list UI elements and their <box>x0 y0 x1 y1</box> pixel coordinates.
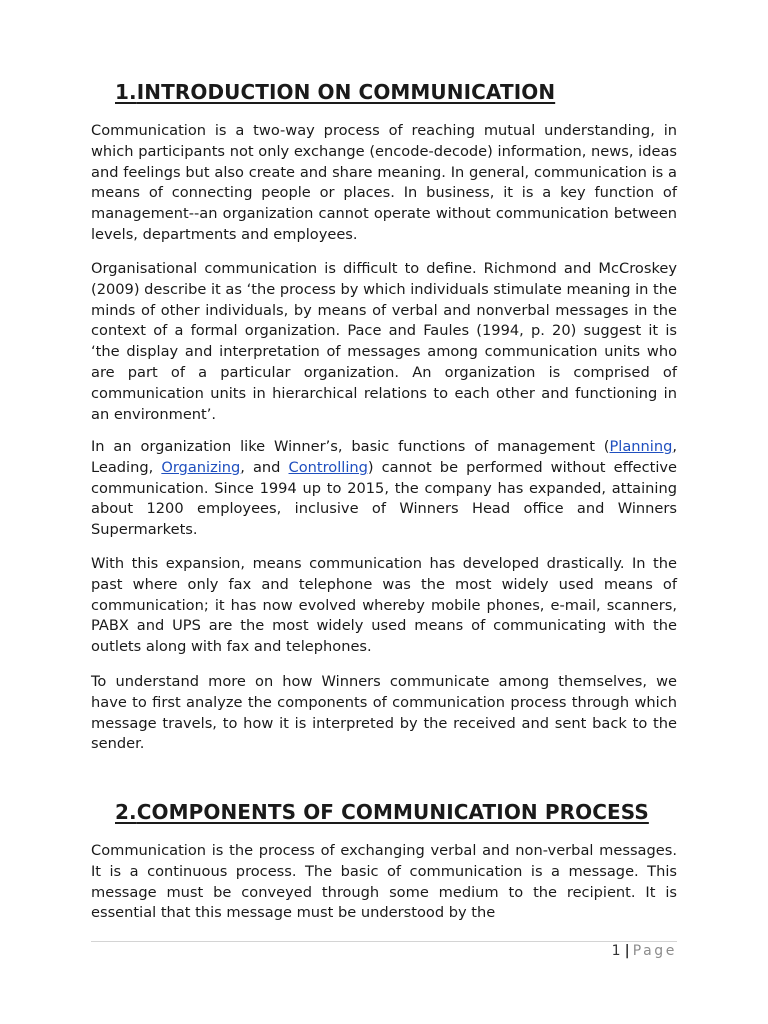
text-span: , and <box>240 458 289 476</box>
page-label: Page <box>632 943 677 959</box>
text-span: ) cannot be performed without effective communication. Since 1994 up to 2015, the company has expanded, attaining about 1200 employees, inclusive of Winners Head office and Winners Supermarkets. <box>91 458 678 539</box>
controlling-link[interactable]: Controlling <box>288 458 368 476</box>
paragraph: To understand more on how Winners communicate among themselves, we have to first analyze the components of communication process through which message travels, to how it is interpreted by the received and sent back to the sender. <box>91 673 677 753</box>
paragraph-with-links <box>91 437 677 541</box>
page-footer <box>612 943 677 959</box>
paragraph: Organisational communication is difficult to define. Richmond and McCroskey (2009) describe it as ‘the process by which individuals stimulate meaning in the minds of other individuals, by means of verbal and nonverbal messages in the context of a formal organization. Pace and Faules (1994, p. 20) suggest it is ‘the display and interpretation of messages among communication units who are part of a particular organization. An organization is comprised of communication units in hierarchical relations to each other and functioning in an environment’. <box>91 260 677 423</box>
paragraph: Communication is a two-way process of reaching mutual understanding, in which participants not only exchange (encode-decode) information, news, ideas and feelings but also create and share meaning. In general, communication is a means of connecting people or places. In business, it is a key function of management--an organization cannot operate without communication between levels, departments and employees. <box>91 122 677 243</box>
section-number: 2. <box>115 800 137 824</box>
page-number: 1 <box>611 943 621 959</box>
paragraph: With this expansion, means communication has developed drastically. In the past where only fax and telephone was the most widely used means of communication; it has now evolved whereby mobile phones, e-mail, scanners, PABX and UPS are the most widely used means of communicating with the outlets along with fax and telephones. <box>91 555 677 656</box>
text-span: In an organization like Winner’s, basic functions of management ( <box>91 438 610 455</box>
paragraph: Communication is the process of exchanging verbal and non-verbal messages. It is a continuous process. The basic of communication is a message. This message must be conveyed through some medium to the recipient. It is essential that this message must be understood by the <box>91 842 677 922</box>
text-span: , Leading, <box>91 438 677 476</box>
section-heading-introduction <box>115 80 555 104</box>
section-number: 1. <box>115 80 137 104</box>
section-title: COMPONENTS OF COMMUNICATION PROCESS <box>136 800 649 824</box>
footer-separator: | <box>624 943 630 959</box>
organizing-link[interactable]: Organizing <box>161 458 241 476</box>
section-title: INTRODUCTION ON COMMUNICATION <box>136 80 556 104</box>
section-heading-components <box>115 800 649 824</box>
footer-divider <box>91 941 677 942</box>
planning-link[interactable]: Planning <box>609 438 673 455</box>
